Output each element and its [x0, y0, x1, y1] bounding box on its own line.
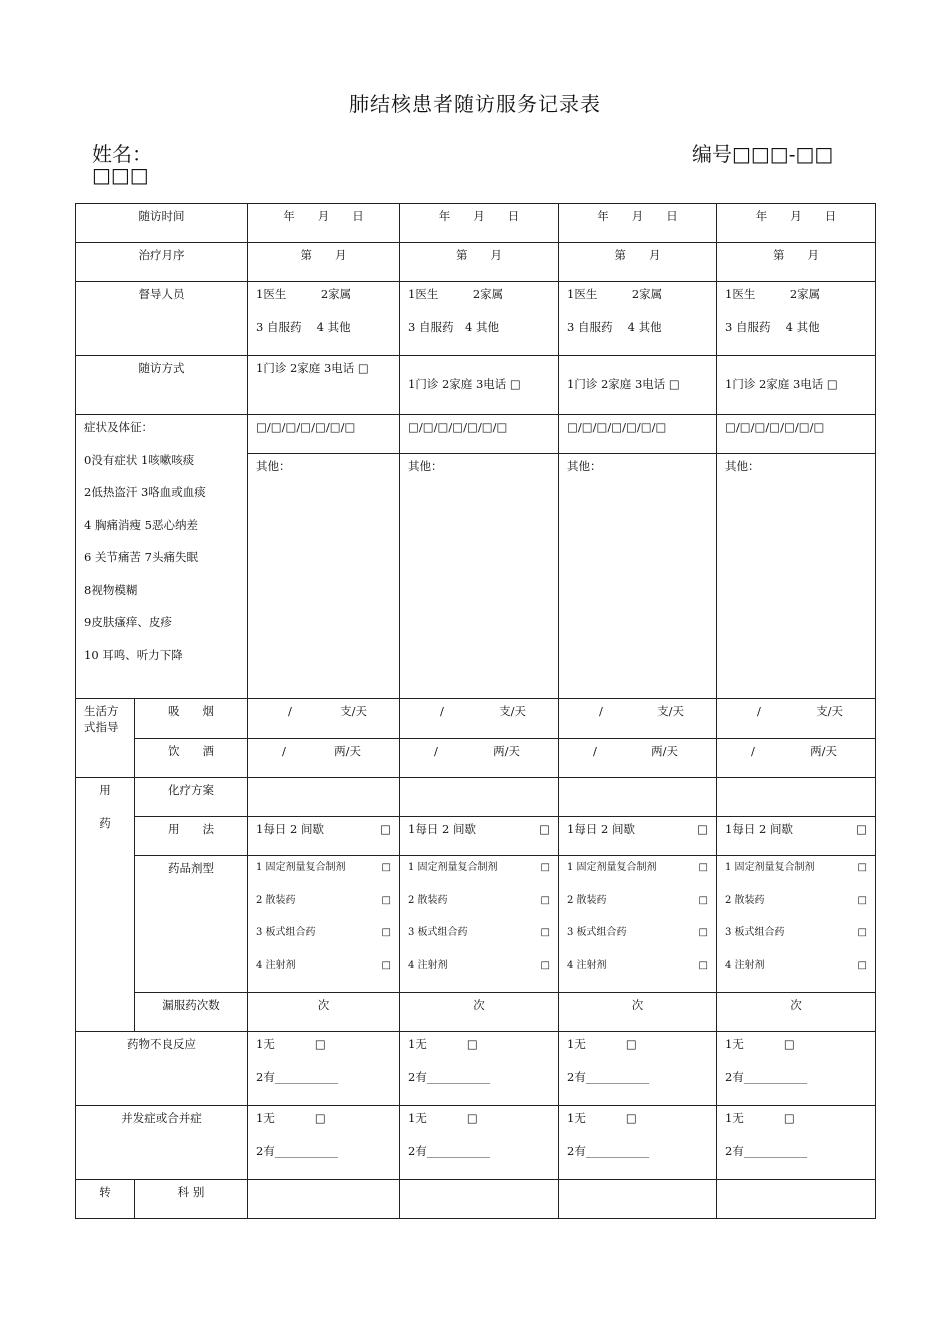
- usage-options: 1每日 2 间歇: [567, 822, 635, 836]
- adverse-cell[interactable]: [559, 1032, 717, 1106]
- adverse-none-option: 1无: [725, 1037, 744, 1051]
- visit-time-cell[interactable]: 年 月 日: [717, 204, 876, 243]
- complication-none-option: 1无: [408, 1111, 427, 1125]
- dosage-form-checkbox[interactable]: □: [540, 927, 550, 938]
- dosage-form-cell[interactable]: [400, 856, 559, 993]
- usage-options: 1每日 2 间歇: [408, 822, 476, 836]
- row-missed-doses: [76, 993, 876, 1032]
- dosage-form-checkbox[interactable]: □: [540, 959, 550, 971]
- symptom-codes-cell[interactable]: □/□/□/□/□/□/□: [248, 415, 400, 454]
- usage-label: 用 法: [135, 817, 248, 856]
- visit-method-label: 随访方式: [76, 356, 248, 415]
- regimen-cell[interactable]: [717, 778, 876, 817]
- adverse-none-option: 1无: [567, 1037, 586, 1051]
- symptom-item: 8视物模糊: [84, 582, 138, 597]
- usage-cell[interactable]: [559, 817, 717, 856]
- smoking-unit: 支/天: [340, 704, 367, 718]
- dosage-form-option: 3 板式组合药: [567, 927, 627, 938]
- dosage-form-cell[interactable]: [248, 856, 400, 993]
- row-dosage-form: [76, 856, 876, 993]
- dosage-form-option: 4 注射剂: [408, 959, 448, 971]
- dosage-form-option: 4 注射剂: [725, 959, 765, 971]
- smoking-unit: 支/天: [657, 704, 684, 718]
- row-symptoms-codes: [76, 415, 876, 454]
- missed-doses-cell[interactable]: 次: [717, 993, 876, 1032]
- drinking-slash: /: [751, 744, 755, 758]
- dosage-form-checkbox[interactable]: □: [698, 927, 708, 938]
- drinking-label: 饮 酒: [135, 739, 248, 778]
- adverse-yes-option[interactable]: 2有___________: [408, 1069, 491, 1084]
- drinking-slash: /: [434, 744, 438, 758]
- supervisor-opt-family: 2家属: [789, 287, 821, 301]
- complication-cell[interactable]: [559, 1106, 717, 1180]
- symptom-item: 6 关节痛苦 7头痛失眠: [84, 550, 198, 565]
- drinking-cell[interactable]: [400, 739, 559, 778]
- drinking-slash: /: [593, 744, 597, 758]
- adverse-none-checkbox[interactable]: □: [625, 1037, 637, 1051]
- row-adverse-reactions: [76, 1032, 876, 1106]
- adverse-cell[interactable]: [717, 1032, 876, 1106]
- drinking-slash: /: [282, 744, 286, 758]
- treatment-month-label: 治疗月序: [76, 243, 248, 282]
- complication-none-option: 1无: [256, 1111, 275, 1125]
- adverse-yes-option[interactable]: 2有___________: [725, 1069, 808, 1084]
- treatment-month-cell[interactable]: 第 月: [400, 243, 559, 282]
- transfer-label: 转: [76, 1180, 135, 1219]
- smoking-slash: /: [599, 704, 603, 718]
- name-label: 姓名：: [92, 142, 152, 166]
- symptom-item: 0没有症状 1咳嗽咳痰: [84, 452, 195, 467]
- adverse-none-checkbox[interactable]: □: [314, 1037, 326, 1051]
- complication-none-checkbox[interactable]: □: [466, 1111, 478, 1125]
- supervisor-cell[interactable]: [717, 282, 876, 356]
- row-drinking: [76, 739, 876, 778]
- dosage-form-option: 3 板式组合药: [408, 927, 468, 938]
- symptoms-label-cell: [76, 415, 248, 699]
- complication-yes-option[interactable]: 2有___________: [567, 1143, 650, 1158]
- smoking-slash: /: [288, 704, 292, 718]
- drinking-cell[interactable]: [248, 739, 400, 778]
- dosage-form-checkbox[interactable]: □: [381, 894, 391, 906]
- smoking-slash: /: [757, 704, 761, 718]
- dosage-form-option: 2 散装药: [567, 894, 607, 906]
- dosage-form-option: 3 板式组合药: [256, 927, 316, 938]
- row-supervisor: [76, 282, 876, 356]
- visit-time-label: 随访时间: [76, 204, 248, 243]
- supervisor-opt-self: 3 自服药: [408, 319, 454, 334]
- smoking-cell[interactable]: [717, 699, 876, 739]
- usage-checkbox[interactable]: □: [380, 822, 391, 836]
- dosage-form-cell[interactable]: [717, 856, 876, 993]
- smoking-cell[interactable]: [248, 699, 400, 739]
- complication-cell[interactable]: [717, 1106, 876, 1180]
- dosage-form-option: 2 散装药: [256, 894, 296, 906]
- adverse-cell[interactable]: [400, 1032, 559, 1106]
- visit-method-cell[interactable]: 1门诊 2家庭 3电话 □: [559, 356, 717, 415]
- symptom-other-cell[interactable]: 其他：: [559, 454, 717, 699]
- supervisor-opt-other: 4 其他: [464, 319, 499, 334]
- supervisor-cell[interactable]: [400, 282, 559, 356]
- row-regimen: [76, 778, 876, 817]
- row-smoking: [76, 699, 876, 739]
- dosage-form-option: 3 板式组合药: [725, 927, 785, 938]
- symptom-other-cell[interactable]: 其他：: [400, 454, 559, 699]
- dosage-form-option: 1 固定剂量复合制剂: [256, 862, 346, 873]
- lifestyle-label: 生活方式指导: [76, 699, 135, 778]
- complication-none-checkbox[interactable]: □: [625, 1111, 637, 1125]
- adverse-none-checkbox[interactable]: □: [466, 1037, 478, 1051]
- dosage-form-checkbox[interactable]: □: [381, 959, 391, 971]
- row-transfer: [76, 1180, 876, 1219]
- complication-none-option: 1无: [725, 1111, 744, 1125]
- adverse-label: 药物不良反应: [76, 1032, 248, 1106]
- adverse-yes-option[interactable]: 2有___________: [567, 1069, 650, 1084]
- row-usage: [76, 817, 876, 856]
- number-label-continued: □□□: [92, 163, 149, 187]
- supervisor-opt-self: 3 自服药: [567, 319, 613, 334]
- complication-none-checkbox[interactable]: □: [314, 1111, 326, 1125]
- drinking-cell[interactable]: [559, 739, 717, 778]
- missed-doses-label: 漏服药次数: [135, 993, 248, 1032]
- supervisor-opt-self: 3 自服药: [725, 319, 771, 334]
- symptom-item: 10 耳鸣、听力下降: [84, 647, 183, 662]
- medication-label-bottom: 药: [99, 815, 111, 830]
- followup-record-table: [75, 203, 876, 1219]
- supervisor-opt-family: 2家属: [631, 287, 663, 301]
- dosage-form-checkbox[interactable]: □: [381, 862, 391, 873]
- smoking-slash: /: [440, 704, 444, 718]
- regimen-label: 化疗方案: [135, 778, 248, 817]
- transfer-dept-cell[interactable]: [559, 1180, 717, 1219]
- treatment-month-cell[interactable]: 第 月: [559, 243, 717, 282]
- row-complications: [76, 1106, 876, 1180]
- usage-checkbox[interactable]: □: [539, 822, 550, 836]
- usage-options: 1每日 2 间歇: [725, 822, 793, 836]
- supervisor-opt-doctor: 1医生: [725, 287, 756, 301]
- symptom-codes-cell[interactable]: □/□/□/□/□/□/□: [717, 415, 876, 454]
- supervisor-opt-doctor: 1医生: [408, 287, 439, 301]
- supervisor-cell[interactable]: [559, 282, 717, 356]
- visit-time-cell[interactable]: 年 月 日: [400, 204, 559, 243]
- complication-none-checkbox[interactable]: □: [783, 1111, 795, 1125]
- row-visit-method: [76, 356, 876, 415]
- dosage-form-checkbox[interactable]: □: [857, 959, 867, 971]
- symptom-other-cell[interactable]: 其他：: [717, 454, 876, 699]
- supervisor-opt-other: 4 其他: [627, 319, 662, 334]
- complication-yes-option[interactable]: 2有___________: [256, 1143, 339, 1158]
- smoking-cell[interactable]: [400, 699, 559, 739]
- missed-doses-cell[interactable]: 次: [248, 993, 400, 1032]
- visit-method-cell[interactable]: 1门诊 2家庭 3电话 □: [248, 356, 400, 415]
- supervisor-opt-other: 4 其他: [316, 319, 351, 334]
- complication-none-option: 1无: [567, 1111, 586, 1125]
- symptom-codes-cell[interactable]: □/□/□/□/□/□/□: [559, 415, 717, 454]
- supervisor-label: 督导人员: [76, 282, 248, 356]
- dosage-form-checkbox[interactable]: □: [857, 927, 867, 938]
- dosage-form-checkbox[interactable]: □: [381, 927, 391, 938]
- supervisor-opt-family: 2家属: [472, 287, 504, 301]
- transfer-dept-cell[interactable]: [248, 1180, 400, 1219]
- visit-method-cell[interactable]: 1门诊 2家庭 3电话 □: [400, 356, 559, 415]
- drinking-cell[interactable]: [717, 739, 876, 778]
- smoking-unit: 支/天: [816, 704, 843, 718]
- dosage-form-option: 1 固定剂量复合制剂: [408, 862, 498, 873]
- symptom-item: 9皮肤瘙痒、皮疹: [84, 615, 172, 630]
- drinking-unit: 两/天: [810, 744, 837, 758]
- drinking-unit: 两/天: [334, 744, 361, 758]
- adverse-cell[interactable]: [248, 1032, 400, 1106]
- complication-cell[interactable]: [248, 1106, 400, 1180]
- supervisor-opt-doctor: 1医生: [256, 287, 287, 301]
- transfer-dept-cell[interactable]: [717, 1180, 876, 1219]
- usage-checkbox[interactable]: □: [856, 822, 867, 836]
- form-title: 肺结核患者随访服务记录表: [349, 92, 601, 116]
- transfer-dept-cell[interactable]: [400, 1180, 559, 1219]
- dosage-form-option: 1 固定剂量复合制剂: [725, 862, 815, 873]
- dosage-form-checkbox[interactable]: □: [857, 862, 867, 873]
- treatment-month-cell[interactable]: 第 月: [717, 243, 876, 282]
- smoking-label: 吸 烟: [135, 699, 248, 739]
- dosage-form-checkbox[interactable]: □: [698, 959, 708, 971]
- supervisor-opt-other: 4 其他: [785, 319, 820, 334]
- dosage-form-checkbox[interactable]: □: [857, 894, 867, 906]
- visit-method-cell[interactable]: 1门诊 2家庭 3电话 □: [717, 356, 876, 415]
- dosage-form-checkbox[interactable]: □: [698, 894, 708, 906]
- drinking-unit: 两/天: [493, 744, 520, 758]
- usage-options: 1每日 2 间歇: [256, 822, 324, 836]
- adverse-none-checkbox[interactable]: □: [783, 1037, 795, 1051]
- complication-yes-option[interactable]: 2有___________: [408, 1143, 491, 1158]
- dosage-form-cell[interactable]: [559, 856, 717, 993]
- missed-doses-cell[interactable]: 次: [400, 993, 559, 1032]
- dosage-form-checkbox[interactable]: □: [698, 862, 708, 873]
- missed-doses-cell[interactable]: 次: [559, 993, 717, 1032]
- visit-time-cell[interactable]: 年 月 日: [248, 204, 400, 243]
- adverse-yes-option[interactable]: 2有___________: [256, 1069, 339, 1084]
- treatment-month-cell[interactable]: 第 月: [248, 243, 400, 282]
- complication-cell[interactable]: [400, 1106, 559, 1180]
- row-visit-time: [76, 204, 876, 243]
- symptom-item: 4 胸痛消瘦 5恶心纳差: [84, 517, 198, 532]
- complication-label: 并发症或合并症: [76, 1106, 248, 1180]
- symptom-item: 2低热盗汗 3咯血或血痰: [84, 485, 206, 500]
- supervisor-cell[interactable]: [248, 282, 400, 356]
- number-label: 编号□□□-□□: [692, 142, 834, 166]
- supervisor-opt-self: 3 自服药: [256, 319, 302, 334]
- row-treatment-month: [76, 243, 876, 282]
- dosage-form-checkbox[interactable]: □: [540, 862, 550, 873]
- medication-label-cell: [76, 778, 135, 1032]
- dosage-form-option: 4 注射剂: [256, 959, 296, 971]
- smoking-unit: 支/天: [499, 704, 526, 718]
- supervisor-opt-family: 2家属: [320, 287, 352, 301]
- dosage-form-option: 1 固定剂量复合制剂: [567, 862, 657, 873]
- dosage-form-option: 2 散装药: [408, 894, 448, 906]
- regimen-cell[interactable]: [559, 778, 717, 817]
- dosage-form-option: 2 散装药: [725, 894, 765, 906]
- dosage-form-checkbox[interactable]: □: [540, 894, 550, 906]
- usage-cell[interactable]: [717, 817, 876, 856]
- drinking-unit: 两/天: [651, 744, 678, 758]
- dosage-form-label: 药品剂型: [135, 856, 248, 993]
- visit-time-cell[interactable]: 年 月 日: [559, 204, 717, 243]
- regimen-cell[interactable]: [400, 778, 559, 817]
- usage-cell[interactable]: [400, 817, 559, 856]
- complication-yes-option[interactable]: 2有___________: [725, 1143, 808, 1158]
- medication-label-top: 用: [99, 783, 111, 797]
- symptom-codes-cell[interactable]: □/□/□/□/□/□/□: [400, 415, 559, 454]
- symptom-other-cell[interactable]: 其他：: [248, 454, 400, 699]
- symptoms-label: 症状及体征：: [84, 420, 153, 434]
- dosage-form-option: 4 注射剂: [567, 959, 607, 971]
- usage-cell[interactable]: [248, 817, 400, 856]
- transfer-dept-label: 科 别: [135, 1180, 248, 1219]
- smoking-cell[interactable]: [559, 699, 717, 739]
- supervisor-opt-doctor: 1医生: [567, 287, 598, 301]
- adverse-none-option: 1无: [408, 1037, 427, 1051]
- usage-checkbox[interactable]: □: [697, 822, 708, 836]
- adverse-none-option: 1无: [256, 1037, 275, 1051]
- regimen-cell[interactable]: [248, 778, 400, 817]
